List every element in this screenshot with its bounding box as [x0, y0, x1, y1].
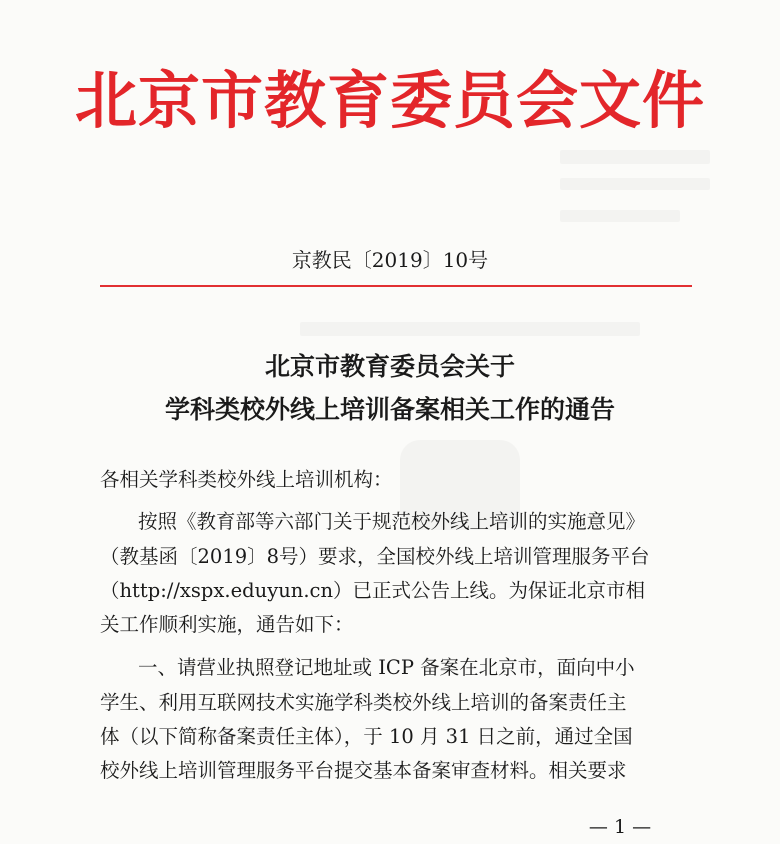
- body-line: 学生、利用互联网技术实施学科类校外线上培训的备案责任主: [100, 691, 627, 714]
- body-line: 关工作顺利实施，通告如下：: [100, 613, 354, 636]
- body-line: 体（以下简称备案责任主体），于 10 月 31 日之前，通过全国: [100, 725, 633, 748]
- red-separator-line: [100, 285, 692, 287]
- document-masthead: 北京市教育委员会文件: [74, 64, 705, 137]
- body-line: 校外线上培训管理服务平台提交基本备案审查材料。相关要求: [100, 759, 627, 782]
- body-line: 一、请营业执照登记地址或 ICP 备案在北京市，面向中小: [138, 656, 635, 679]
- bleed-through-mark: [560, 178, 710, 190]
- body-line: （教基函〔2019〕8号）要求，全国校外线上培训管理服务平台: [100, 545, 650, 568]
- salutation: 各相关学科类校外线上培训机构：: [100, 468, 393, 491]
- bleed-through-mark: [560, 150, 710, 164]
- bleed-through-mark: [560, 210, 680, 222]
- document-title-line-2: 学科类校外线上培训备案相关工作的通告: [164, 395, 615, 424]
- document-number: 京教民〔2019〕10号: [291, 248, 489, 272]
- body-line: （http://xspx.eduyun.cn）已正式公告上线。为保证北京市相: [100, 579, 646, 602]
- body-line: 按照《教育部等六部门关于规范校外线上培训的实施意见》: [138, 510, 646, 533]
- bleed-through-mark: [300, 322, 640, 336]
- page-number: — 1 —: [588, 816, 652, 838]
- document-title-line-1: 北京市教育委员会关于: [264, 352, 515, 381]
